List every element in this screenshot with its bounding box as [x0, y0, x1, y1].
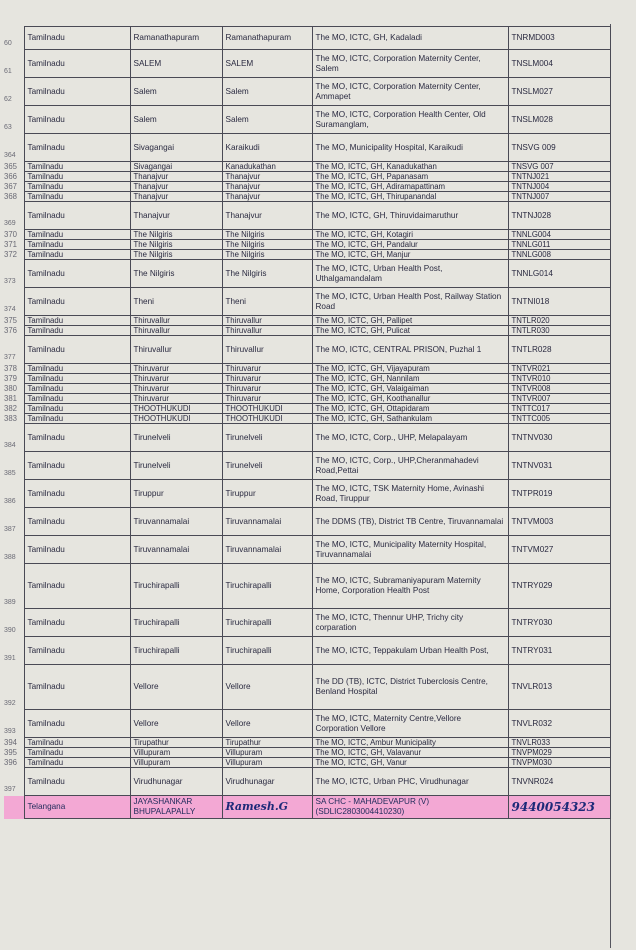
state-cell: Tamilnadu	[24, 27, 130, 50]
tu-cell: SALEM	[222, 50, 312, 78]
code-cell: TNTRY029	[508, 564, 610, 609]
facility-cell: The MO, ICTC, GH, Pandalur	[312, 240, 508, 250]
row-number: 385	[4, 452, 24, 480]
tu-cell: Ramanathapuram	[222, 27, 312, 50]
state-cell: Tamilnadu	[24, 50, 130, 78]
facility-cell: The MO, ICTC, Urban PHC, Virudhunagar	[312, 768, 508, 796]
state-cell: Tamilnadu	[24, 316, 130, 326]
table-row	[4, 637, 610, 665]
table-row	[4, 27, 610, 50]
row-number: 375	[4, 316, 24, 326]
tu-cell: Vellore	[222, 665, 312, 710]
district-cell: Villupuram	[130, 748, 222, 758]
district-cell: Ramanathapuram	[130, 27, 222, 50]
code-cell: TNTNI018	[508, 288, 610, 316]
district-cell: Salem	[130, 106, 222, 134]
facility-cell: The MO, ICTC, GH, Kadaladi	[312, 27, 508, 50]
row-number: 364	[4, 134, 24, 162]
code-cell: TNNLG014	[508, 260, 610, 288]
row-number: 367	[4, 182, 24, 192]
state-cell: Tamilnadu	[24, 230, 130, 240]
table-row	[4, 240, 610, 250]
table-row	[4, 748, 610, 758]
code-cell: TNTVR010	[508, 374, 610, 384]
district-cell: SALEM	[130, 50, 222, 78]
tu-cell: The Nilgiris	[222, 240, 312, 250]
code-cell: TNNLG011	[508, 240, 610, 250]
district-cell: Tiruppur	[130, 480, 222, 508]
facility-cell: The MO, ICTC, Corp., UHP, Melapalayam	[312, 424, 508, 452]
facility-cell: The MO, ICTC, Municipality Maternity Hospital, Tiruvannamalai	[312, 536, 508, 564]
table-row	[4, 710, 610, 738]
facility-cell: The MO, ICTC, GH, Pulicat	[312, 326, 508, 336]
table-row	[4, 480, 610, 508]
facility-cell: The MO, ICTC, Corp., UHP,Cheranmahadevi Road,Pettai	[312, 452, 508, 480]
row-number: 383	[4, 414, 24, 424]
facility-cell: The MO, ICTC, GH, Vanur	[312, 758, 508, 768]
row-number: 381	[4, 394, 24, 404]
row-number: 391	[4, 637, 24, 665]
row-number: 379	[4, 374, 24, 384]
tu-cell: Virudhunagar	[222, 768, 312, 796]
state-cell: Tamilnadu	[24, 240, 130, 250]
code-cell: TNTLR020	[508, 316, 610, 326]
state-cell: Tamilnadu	[24, 326, 130, 336]
tu-cell: Tiruchirapalli	[222, 637, 312, 665]
district-cell: Theni	[130, 288, 222, 316]
tu-cell: The Nilgiris	[222, 250, 312, 260]
code-cell: TNTVM027	[508, 536, 610, 564]
table-row	[4, 192, 610, 202]
state-cell: Tamilnadu	[24, 414, 130, 424]
state-cell: Tamilnadu	[24, 374, 130, 384]
district-cell: Tiruchirapalli	[130, 609, 222, 637]
district-cell: Thanajvur	[130, 182, 222, 192]
district-cell: Thanajvur	[130, 202, 222, 230]
state-cell: Tamilnadu	[24, 404, 130, 414]
district-cell: The Nilgiris	[130, 260, 222, 288]
district-cell: Thiruvallur	[130, 326, 222, 336]
table-row	[4, 288, 610, 316]
row-number: 365	[4, 162, 24, 172]
tu-cell: The Nilgiris	[222, 230, 312, 240]
facility-cell: The MO, ICTC, Corporation Health Center, Old Suramanglam,	[312, 106, 508, 134]
table-row	[4, 768, 610, 796]
facility-cell: The MO, ICTC, GH, Sathankulam	[312, 414, 508, 424]
row-number: 388	[4, 536, 24, 564]
code-cell: TNTNJ021	[508, 172, 610, 182]
row-number: 373	[4, 260, 24, 288]
tu-cell: THOOTHUKUDI	[222, 404, 312, 414]
row-number: 384	[4, 424, 24, 452]
tu-cell: Thanajvur	[222, 192, 312, 202]
facility-table	[4, 26, 611, 819]
row-number: 394	[4, 738, 24, 748]
district-cell: Thiruvarur	[130, 364, 222, 374]
facility-cell: The MO, ICTC, GH, Koothanallur	[312, 394, 508, 404]
state-cell: Tamilnadu	[24, 394, 130, 404]
facility-cell: SA CHC - MAHADEVAPUR (V) (SDLIC2803004410230)	[312, 796, 508, 819]
tu-cell: Thiruvarur	[222, 394, 312, 404]
table-body	[4, 27, 610, 819]
state-cell: Telangana	[24, 796, 130, 819]
table-row	[4, 414, 610, 424]
table-row	[4, 508, 610, 536]
table-row	[4, 162, 610, 172]
district-cell: The Nilgiris	[130, 250, 222, 260]
tu-cell: Thanajvur	[222, 172, 312, 182]
row-number: 62	[4, 78, 24, 106]
tu-cell: Thiruvarur	[222, 374, 312, 384]
district-cell: Villupuram	[130, 758, 222, 768]
tu-cell: Thanajvur	[222, 202, 312, 230]
tu-cell: Thiruvallur	[222, 326, 312, 336]
tu-cell: Thanajvur	[222, 182, 312, 192]
table-row	[4, 404, 610, 414]
state-cell: Tamilnadu	[24, 508, 130, 536]
facility-cell: The MO, ICTC, TSK Maternity Home, Avinashi Road, Tiruppur	[312, 480, 508, 508]
district-cell: Thanajvur	[130, 192, 222, 202]
tu-cell: Thiruvarur	[222, 384, 312, 394]
district-cell: Tirunelveli	[130, 452, 222, 480]
state-cell: Tamilnadu	[24, 78, 130, 106]
state-cell: Tamilnadu	[24, 738, 130, 748]
state-cell: Tamilnadu	[24, 564, 130, 609]
table-row	[4, 172, 610, 182]
row-number: 377	[4, 336, 24, 364]
district-cell: Tiruchirapalli	[130, 637, 222, 665]
code-cell: TNVLR033	[508, 738, 610, 748]
state-cell: Tamilnadu	[24, 384, 130, 394]
row-number: 395	[4, 748, 24, 758]
signature-cell: Ramesh.G	[222, 796, 312, 819]
tu-cell: THOOTHUKUDI	[222, 414, 312, 424]
code-cell: TNSVG 007	[508, 162, 610, 172]
facility-cell: The MO, ICTC, Corporation Maternity Center, Salem	[312, 50, 508, 78]
code-cell: TNTNV031	[508, 452, 610, 480]
code-cell: TNNLG004	[508, 230, 610, 240]
tu-cell: Tiruchirapalli	[222, 564, 312, 609]
facility-cell: The MO, ICTC, GH, Valaigaiman	[312, 384, 508, 394]
tu-cell: Thiruvarur	[222, 364, 312, 374]
district-cell: Tirupathur	[130, 738, 222, 748]
state-cell: Tamilnadu	[24, 758, 130, 768]
tu-cell: Tiruvannamalai	[222, 536, 312, 564]
tu-cell: Tirupathur	[222, 738, 312, 748]
code-cell: TNTVR008	[508, 384, 610, 394]
code-cell: TNTNJ004	[508, 182, 610, 192]
row-number: 61	[4, 50, 24, 78]
facility-cell: The MO, ICTC, Ambur Municipality	[312, 738, 508, 748]
district-cell: THOOTHUKUDI	[130, 414, 222, 424]
row-number: 392	[4, 665, 24, 710]
tu-cell: Tirunelveli	[222, 452, 312, 480]
district-cell: Thiruvarur	[130, 394, 222, 404]
district-cell: Tirunelveli	[130, 424, 222, 452]
row-number: 369	[4, 202, 24, 230]
facility-cell: The MO, ICTC, GH, Thirupanandal	[312, 192, 508, 202]
row-number: 366	[4, 172, 24, 182]
state-cell: Tamilnadu	[24, 182, 130, 192]
district-cell: Tiruvannamalai	[130, 508, 222, 536]
state-cell: Tamilnadu	[24, 665, 130, 710]
state-cell: Tamilnadu	[24, 480, 130, 508]
row-number: 60	[4, 27, 24, 50]
district-cell: Thiruvarur	[130, 384, 222, 394]
facility-cell: The MO, ICTC, GH, Nannilam	[312, 374, 508, 384]
facility-cell: The DDMS (TB), District TB Centre, Tiruvannamalai	[312, 508, 508, 536]
facility-cell: The MO, ICTC, GH, Kotagiri	[312, 230, 508, 240]
facility-cell: The MO, ICTC, Urban Health Post, Railway Station Road	[312, 288, 508, 316]
state-cell: Tamilnadu	[24, 424, 130, 452]
district-cell: Tiruvannamalai	[130, 536, 222, 564]
state-cell: Tamilnadu	[24, 192, 130, 202]
tu-cell: The Nilgiris	[222, 260, 312, 288]
state-cell: Tamilnadu	[24, 106, 130, 134]
district-cell: Virudhunagar	[130, 768, 222, 796]
district-cell: Tiruchirapalli	[130, 564, 222, 609]
row-number: 370	[4, 230, 24, 240]
tu-cell: Theni	[222, 288, 312, 316]
facility-cell: The MO, ICTC, GH, Valavanur	[312, 748, 508, 758]
code-cell: TNTTC005	[508, 414, 610, 424]
district-cell: The Nilgiris	[130, 240, 222, 250]
tu-cell: Karaikudi	[222, 134, 312, 162]
code-cell: TNTRY030	[508, 609, 610, 637]
state-cell: Tamilnadu	[24, 768, 130, 796]
table-row	[4, 336, 610, 364]
row-number: 387	[4, 508, 24, 536]
state-cell: Tamilnadu	[24, 250, 130, 260]
facility-cell: The MO, ICTC, GH, Thiruvidaimaruthur	[312, 202, 508, 230]
code-cell: TNTLR030	[508, 326, 610, 336]
table-row	[4, 182, 610, 192]
code-cell: TNSLM004	[508, 50, 610, 78]
facility-cell: The MO, ICTC, GH, Papanasam	[312, 172, 508, 182]
state-cell: Tamilnadu	[24, 609, 130, 637]
state-cell: Tamilnadu	[24, 710, 130, 738]
district-cell: Sivagangai	[130, 162, 222, 172]
code-cell: TNTVR007	[508, 394, 610, 404]
tu-cell: Tiruchirapalli	[222, 609, 312, 637]
code-cell: TNVNR024	[508, 768, 610, 796]
facility-cell: The MO, ICTC, CENTRAL PRISON, Puzhal 1	[312, 336, 508, 364]
district-cell: JAYASHANKAR BHUPALAPALLY	[130, 796, 222, 819]
row-number: 63	[4, 106, 24, 134]
state-cell: Tamilnadu	[24, 260, 130, 288]
row-number: 389	[4, 564, 24, 609]
code-cell: TNTNJ007	[508, 192, 610, 202]
district-cell: Thanajvur	[130, 172, 222, 182]
district-cell: Vellore	[130, 665, 222, 710]
tu-cell: Tirunelveli	[222, 424, 312, 452]
code-cell: TNTLR028	[508, 336, 610, 364]
state-cell: Tamilnadu	[24, 748, 130, 758]
table-row	[4, 609, 610, 637]
row-number: 374	[4, 288, 24, 316]
code-cell: TNTPR019	[508, 480, 610, 508]
tu-cell: Tiruppur	[222, 480, 312, 508]
code-cell: TNTRY031	[508, 637, 610, 665]
code-cell: TNTTC017	[508, 404, 610, 414]
tu-cell: Villupuram	[222, 758, 312, 768]
district-cell: Thiruvallur	[130, 336, 222, 364]
code-cell: TNVPM029	[508, 748, 610, 758]
district-cell: Sivagangai	[130, 134, 222, 162]
tu-cell: Kanadukathan	[222, 162, 312, 172]
table-row	[4, 78, 610, 106]
state-cell: Tamilnadu	[24, 452, 130, 480]
table-row	[4, 665, 610, 710]
district-cell: THOOTHUKUDI	[130, 404, 222, 414]
code-cell: TNTNV030	[508, 424, 610, 452]
table-row	[4, 738, 610, 748]
row-number: 390	[4, 609, 24, 637]
tu-cell: Thiruvallur	[222, 336, 312, 364]
code-cell: TNNLG008	[508, 250, 610, 260]
phone-cell: 9440054323	[508, 796, 610, 819]
code-cell: TNSLM028	[508, 106, 610, 134]
table-row	[4, 326, 610, 336]
row-number: 382	[4, 404, 24, 414]
code-cell: TNTVM003	[508, 508, 610, 536]
tu-cell: Vellore	[222, 710, 312, 738]
tu-cell: Salem	[222, 78, 312, 106]
table-row	[4, 260, 610, 288]
table-row	[4, 316, 610, 326]
row-number: 378	[4, 364, 24, 374]
facility-cell: The MO, ICTC, GH, Kanadukathan	[312, 162, 508, 172]
table-row	[4, 106, 610, 134]
table-row	[4, 536, 610, 564]
code-cell: TNTVR021	[508, 364, 610, 374]
facility-cell: The MO, ICTC, Thennur UHP, Trichy city corparation	[312, 609, 508, 637]
code-cell: TNSLM027	[508, 78, 610, 106]
district-cell: Thiruvarur	[130, 374, 222, 384]
tu-cell: Tiruvannamalai	[222, 508, 312, 536]
state-cell: Tamilnadu	[24, 364, 130, 374]
tu-cell: Salem	[222, 106, 312, 134]
row-number: 386	[4, 480, 24, 508]
table-row	[4, 452, 610, 480]
row-number	[4, 796, 24, 819]
district-cell: Thiruvallur	[130, 316, 222, 326]
table-row	[4, 230, 610, 240]
table-row	[4, 134, 610, 162]
table-row	[4, 50, 610, 78]
state-cell: Tamilnadu	[24, 162, 130, 172]
facility-cell: The MO, ICTC, GH, Ottapidaram	[312, 404, 508, 414]
state-cell: Tamilnadu	[24, 288, 130, 316]
table-row	[4, 758, 610, 768]
facility-cell: The MO, ICTC, GH, Vijayapuram	[312, 364, 508, 374]
facility-cell: The MO, ICTC, Urban Health Post, Uthalgamandalam	[312, 260, 508, 288]
facility-cell: The MO, ICTC, Teppakulam Urban Health Post,	[312, 637, 508, 665]
row-number: 372	[4, 250, 24, 260]
table-row	[4, 250, 610, 260]
code-cell: TNVPM030	[508, 758, 610, 768]
state-cell: Tamilnadu	[24, 202, 130, 230]
state-cell: Tamilnadu	[24, 336, 130, 364]
facility-cell: The MO, ICTC, Corporation Maternity Center, Ammapet	[312, 78, 508, 106]
facility-cell: The MO, Municipality Hospital, Karaikudi	[312, 134, 508, 162]
tu-cell: Villupuram	[222, 748, 312, 758]
table-row	[4, 394, 610, 404]
state-cell: Tamilnadu	[24, 172, 130, 182]
state-cell: Tamilnadu	[24, 134, 130, 162]
district-cell: Vellore	[130, 710, 222, 738]
table-row	[4, 374, 610, 384]
facility-cell: The DD (TB), ICTC, District Tuberclosis Centre, Benland Hospital	[312, 665, 508, 710]
table-row	[4, 564, 610, 609]
code-cell: TNSVG 009	[508, 134, 610, 162]
row-number: 371	[4, 240, 24, 250]
facility-cell: The MO, ICTC, GH, Manjur	[312, 250, 508, 260]
row-number: 376	[4, 326, 24, 336]
tu-cell: Thiruvallur	[222, 316, 312, 326]
table-row	[4, 424, 610, 452]
row-number: 380	[4, 384, 24, 394]
code-cell: TNVLR013	[508, 665, 610, 710]
facility-cell: The MO, ICTC, Subramaniyapuram Maternity Home, Corporation Health Post	[312, 564, 508, 609]
row-number: 396	[4, 758, 24, 768]
highlighted-row	[4, 796, 610, 819]
table-row	[4, 384, 610, 394]
row-number: 393	[4, 710, 24, 738]
code-cell: TNVLR032	[508, 710, 610, 738]
facility-cell: The MO, ICTC, GH, Pallipet	[312, 316, 508, 326]
facility-cell: The MO, ICTC, GH, Adiramapattinam	[312, 182, 508, 192]
code-cell: TNTNJ028	[508, 202, 610, 230]
district-cell: The Nilgiris	[130, 230, 222, 240]
code-cell: TNRMD003	[508, 27, 610, 50]
state-cell: Tamilnadu	[24, 536, 130, 564]
row-number: 368	[4, 192, 24, 202]
row-number: 397	[4, 768, 24, 796]
state-cell: Tamilnadu	[24, 637, 130, 665]
table-row	[4, 202, 610, 230]
facility-cell: The MO, ICTC, Maternity Centre,Vellore Corporation Vellore	[312, 710, 508, 738]
district-cell: Salem	[130, 78, 222, 106]
table-row	[4, 364, 610, 374]
